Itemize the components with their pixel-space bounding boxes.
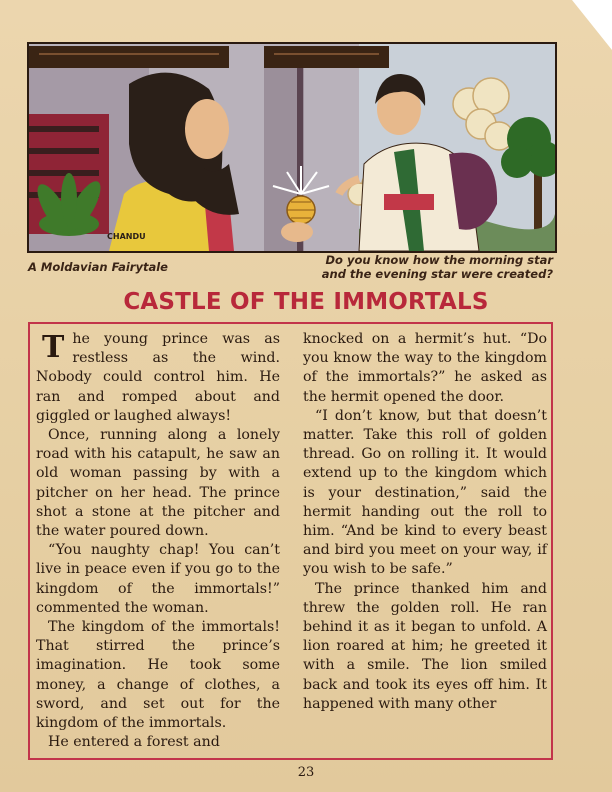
page-number: 23 [297,765,315,780]
story-paragraph: He entered a forest and [48,734,220,751]
drop-cap: T [42,330,65,365]
story-paragraph: “I don’t know, but that doesn’t matter. Take this roll of golden thread. Go on rolling it. It would extend up to the kingdom which is your destination,” said the hermit handing out the roll to him. “And be kind to every beast and bird you meet on your way, if you wish to be safe.” [303,407,547,578]
story-paragraph [36,330,280,426]
caption-teaser-line: Do you know how the morning star [325,253,553,267]
story-title: CASTLE OF THE IMMORTALS [123,289,489,315]
story-paragraph: Once, running along a lonely road with his catapult, he saw an old woman passing by with a pitcher on her head. The prince shot a stone at the pitcher and the water poured down. [36,427,280,540]
caption-teaser-line: and the evening star were created? [321,267,553,281]
story-column-right [303,330,547,714]
story-paragraph-text: he young prince was as restless as the wind. Nobody could control him. He ran and romped about and giggled or laughed always! [36,331,280,424]
story-column-left [36,330,280,752]
story-paragraph: knocked on a hermit’s hut. “Do you know the way to the kingdom of the immortals?” he asked as the hermit opened the door. [303,331,547,405]
story-paragraph: The prince thanked him and threw the golden roll. He ran behind it as it began to unfold. A lion roared at him; he greeted it with a smile. The lion smiled back and took its eyes off him. It happened with many other [303,580,547,712]
artist-signature: CHANDU [107,232,146,241]
caption-subtitle: A Moldavian Fairytale [28,260,168,274]
caption-teaser [280,253,553,281]
story-paragraph: “You naughty chap! You can’t live in peace even if you go to the kingdom of the immortals!” commented the woman. [36,542,280,616]
torn-corner [572,0,612,50]
story-paragraph: The kingdom of the immortals! That stirred the prince’s imagination. He took some money, a change of clothes, a sword, and set out for the kingdom of the immortals. [36,619,280,732]
story-illustration [27,42,557,253]
